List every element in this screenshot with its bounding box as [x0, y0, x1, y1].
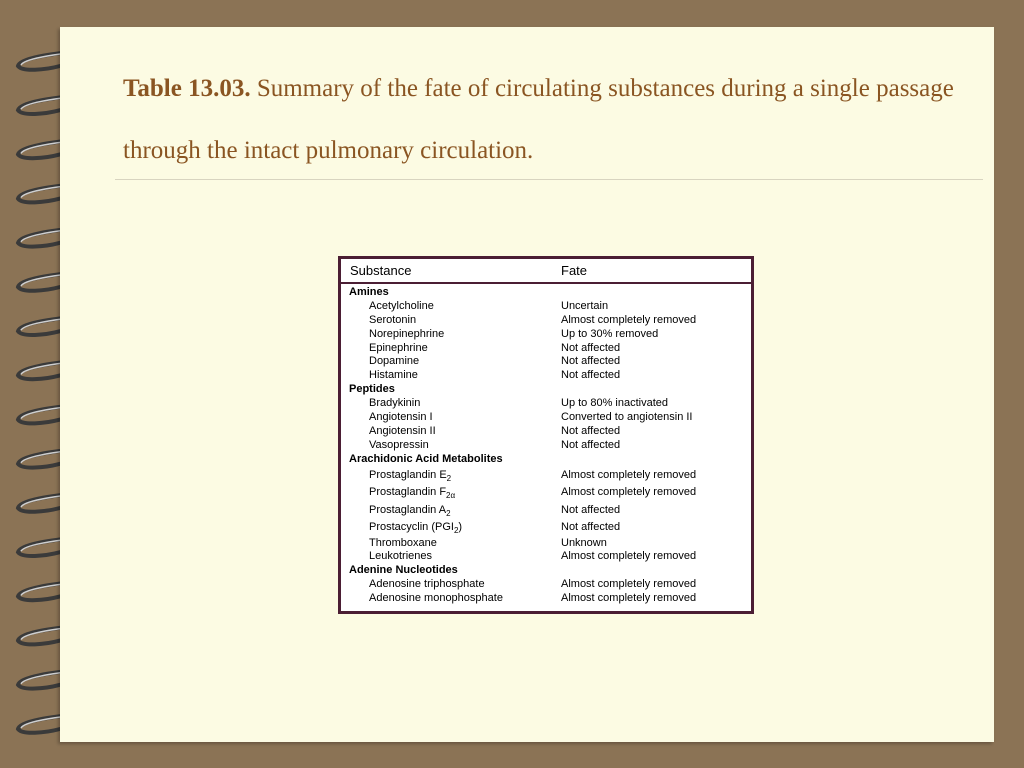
fate-cell: Not affected [561, 341, 621, 354]
table-row [341, 355, 751, 369]
substance-cell [369, 592, 503, 606]
fate-cell: Up to 30% removed [561, 327, 659, 340]
substance-cell [369, 369, 418, 383]
group-label [349, 564, 458, 578]
subscript: 2α [446, 491, 456, 501]
substance-name: Adenine Nucleotides [349, 564, 458, 577]
slide-title [123, 58, 983, 182]
fate-cell: Up to 80% inactivated [561, 397, 669, 410]
table-row [341, 342, 751, 356]
fate-cell: Not affected [561, 369, 621, 382]
substance-cell [369, 342, 428, 356]
substance-name: Thromboxane [369, 536, 437, 549]
table-row [341, 592, 751, 606]
substance-name: Epinephrine [369, 341, 428, 354]
substance-name: Vasopressin [369, 438, 429, 451]
substance-name: Bradykinin [369, 397, 421, 410]
substance-cell [369, 439, 429, 453]
fate-cell: Not affected [561, 424, 621, 437]
table-row [341, 411, 751, 425]
substance-name: Prostaglandin E [369, 468, 447, 481]
table-row [341, 537, 751, 551]
substance-name: Angiotensin II [369, 424, 436, 437]
substance-name: Adenosine monophosphate [369, 592, 503, 605]
substance-name: Histamine [369, 369, 418, 382]
substance-name: Prostaglandin A [369, 503, 447, 516]
substance-name: Dopamine [369, 355, 420, 368]
substance-name: Leukotrienes [369, 550, 432, 563]
substance-name: Amines [349, 286, 389, 298]
group-label [349, 453, 503, 467]
table-group-row [341, 383, 751, 397]
table-row [341, 328, 751, 342]
table-row [341, 397, 751, 411]
header-substance: Substance [350, 263, 412, 278]
data-table [338, 256, 754, 614]
fate-cell: Almost completely removed [561, 578, 697, 591]
fate-cell: Almost completely removed [561, 592, 697, 605]
substance-suffix: ) [458, 521, 463, 534]
table-body [341, 286, 751, 606]
table-row [341, 484, 751, 502]
substance-name: Peptides [349, 383, 395, 396]
substance-name: Arachidonic Acid Metabolites [349, 452, 503, 465]
table-row [341, 550, 751, 564]
fate-cell: Not affected [561, 503, 621, 516]
table-header [341, 259, 751, 284]
substance-cell [369, 425, 436, 439]
substance-cell [369, 550, 432, 564]
table-row [341, 467, 751, 485]
table-number: Table 13.03. [123, 75, 251, 102]
fate-cell: Almost completely removed [561, 468, 697, 481]
group-label [349, 383, 395, 397]
table-row [341, 369, 751, 383]
table-row [341, 502, 751, 520]
group-label [349, 286, 389, 300]
table-caption: Summary of the fate of circulating substances during a single passage through the intact pulmonary circulation. [123, 75, 954, 164]
title-divider [115, 179, 983, 180]
table-row [341, 578, 751, 592]
table-row [341, 519, 751, 537]
table-group-row [341, 286, 751, 300]
substance-name: Acetylcholine [369, 299, 434, 312]
fate-cell: Almost completely removed [561, 550, 697, 563]
substance-name: Prostaglandin F [369, 486, 447, 499]
fate-cell: Converted to angiotensin II [561, 411, 693, 424]
fate-cell: Unknown [561, 536, 607, 549]
substance-name: Prostacyclin (PGI [369, 521, 454, 534]
fate-cell: Not affected [561, 521, 621, 534]
substance-name: Angiotensin I [369, 411, 433, 424]
substance-cell [369, 537, 437, 551]
table-row [341, 439, 751, 453]
fate-cell: Almost completely removed [561, 313, 697, 326]
table-row [341, 300, 751, 314]
subscript: 2 [446, 473, 452, 483]
substance-cell [369, 314, 416, 328]
substance-cell [369, 397, 420, 411]
fate-cell: Uncertain [561, 299, 609, 312]
substance-cell [369, 328, 444, 342]
substance-cell [369, 300, 434, 314]
table-row [341, 425, 751, 439]
fate-cell: Not affected [561, 438, 621, 451]
fate-cell: Not affected [561, 355, 621, 368]
header-fate: Fate [561, 263, 588, 278]
fate-cell: Almost completely removed [561, 486, 697, 499]
substance-name: Adenosine triphosphate [369, 578, 485, 591]
substance-name: Serotonin [369, 313, 417, 326]
table-row [341, 314, 751, 328]
substance-cell [369, 355, 419, 369]
subscript: 2 [453, 526, 459, 536]
table-group-row [341, 453, 751, 467]
substance-name: Norepinephrine [369, 327, 445, 340]
substance-cell [369, 578, 485, 592]
substance-cell [369, 411, 433, 425]
table-group-row [341, 564, 751, 578]
subscript: 2 [446, 508, 451, 518]
